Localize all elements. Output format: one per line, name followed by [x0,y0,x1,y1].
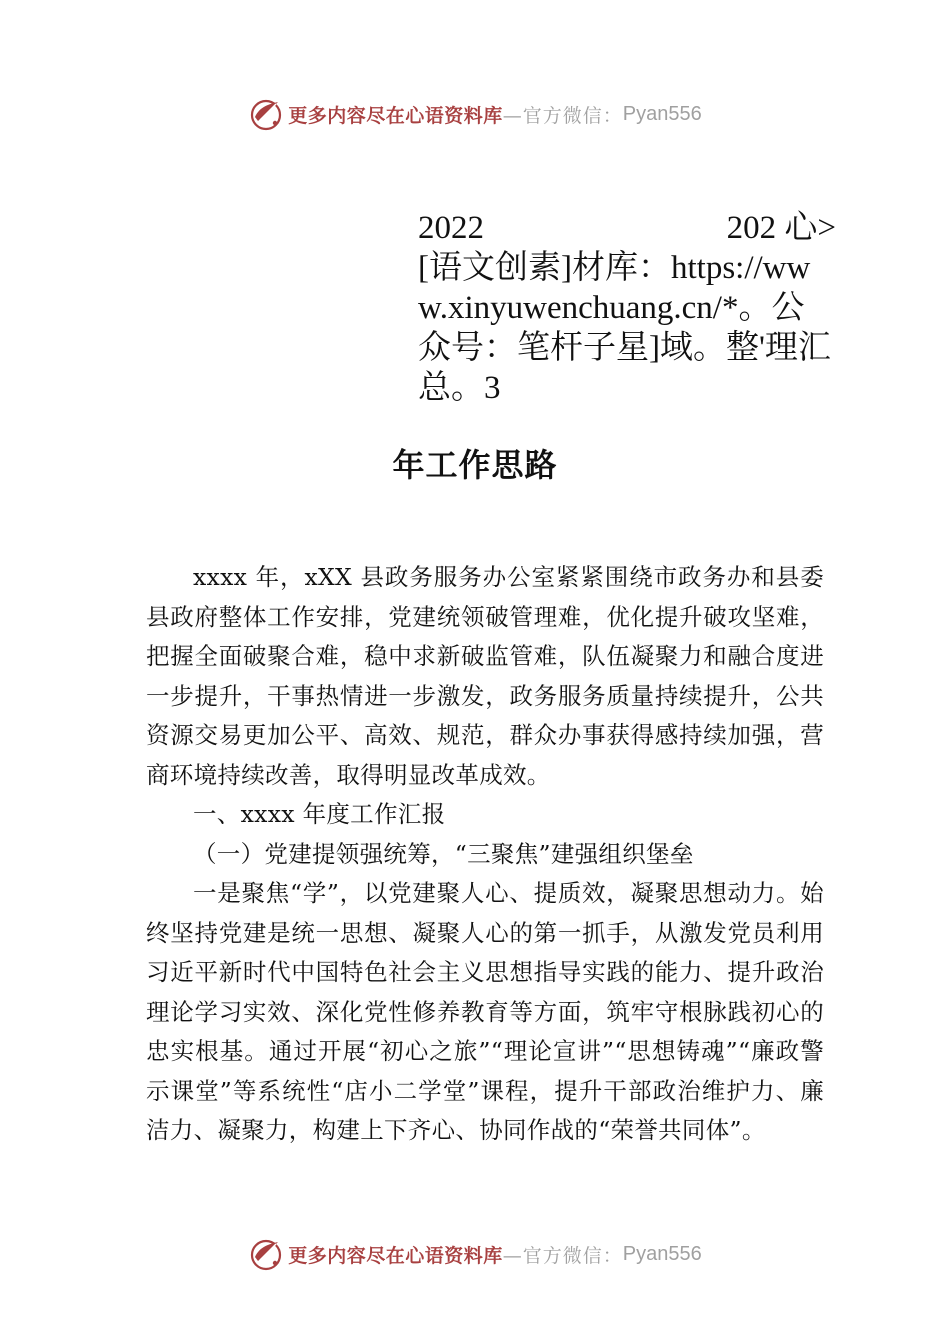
watermark-wechat-label: —官方微信： [502,104,623,127]
header-source-text: [语文创素]材库：https://www.xinyuwenchuang.cn/*。公众号：笔杆子星]域。整'理汇总。3 [418,250,831,406]
body-paragraph: 一是聚焦“学”，以党建聚人心、提质效，凝聚思想动力。始终坚持党建是统一思想、凝聚人心的第一抓手，从激发党员利用习近平新时代中国特色社会主义思想指导实践的能力、提升政治理论学习实效、深化党性修养教育等方面，筑牢守根脉践初心的忠实根基。通过开展“初心之旅”“理论宣讲”“思想铸魂”“廉政警示课堂”等系统性“店小二学堂”课程，提升干部政治维护力、廉洁力、凝聚力，构建上下齐心、协同作战的“荣誉共同体”。 [146,879,824,1144]
intro-paragraph: xxxx 年，xXX 县政务服务办公室紧紧围绕市政务办和县委县政府整体工作安排，党建统领破管理难，优化提升破攻坚难，把握全面破聚合难，稳中求新破监管难，队伍凝聚力和融合度进一步提升，干事热情进一步激发，政务服务质量持续提升，公共资源交易更加公平、高效、规范，群众办事获得感持续加强，营商环境持续改善，取得明显改革成效。 [146,563,824,789]
document-header-block [418,208,836,408]
watermark-wechat-handle: Pyan556 [622,1242,702,1265]
document-body [146,558,824,1151]
document-title: 年工作思路 [392,446,558,484]
watermark-wechat-label: —官方微信： [502,1244,623,1267]
top-watermark-banner [0,92,950,136]
watermark-brand: 更多内容尽在心语资料库 [288,1244,503,1267]
watermark-wechat-handle: Pyan556 [622,102,702,125]
subsection-heading: （一）党建提领强统筹，“三聚焦”建强组织堡垒 [193,839,694,868]
header-year-left: 2022 [418,210,484,246]
pen-logo-icon [248,1236,284,1272]
header-year-right: 202 心> [726,210,836,246]
bottom-watermark-banner [0,1232,950,1276]
header-year-line [418,208,836,248]
watermark-brand: 更多内容尽在心语资料库 [288,104,503,127]
section-heading: 一、xxxx 年度工作汇报 [193,800,446,828]
pen-logo-icon [248,96,284,132]
